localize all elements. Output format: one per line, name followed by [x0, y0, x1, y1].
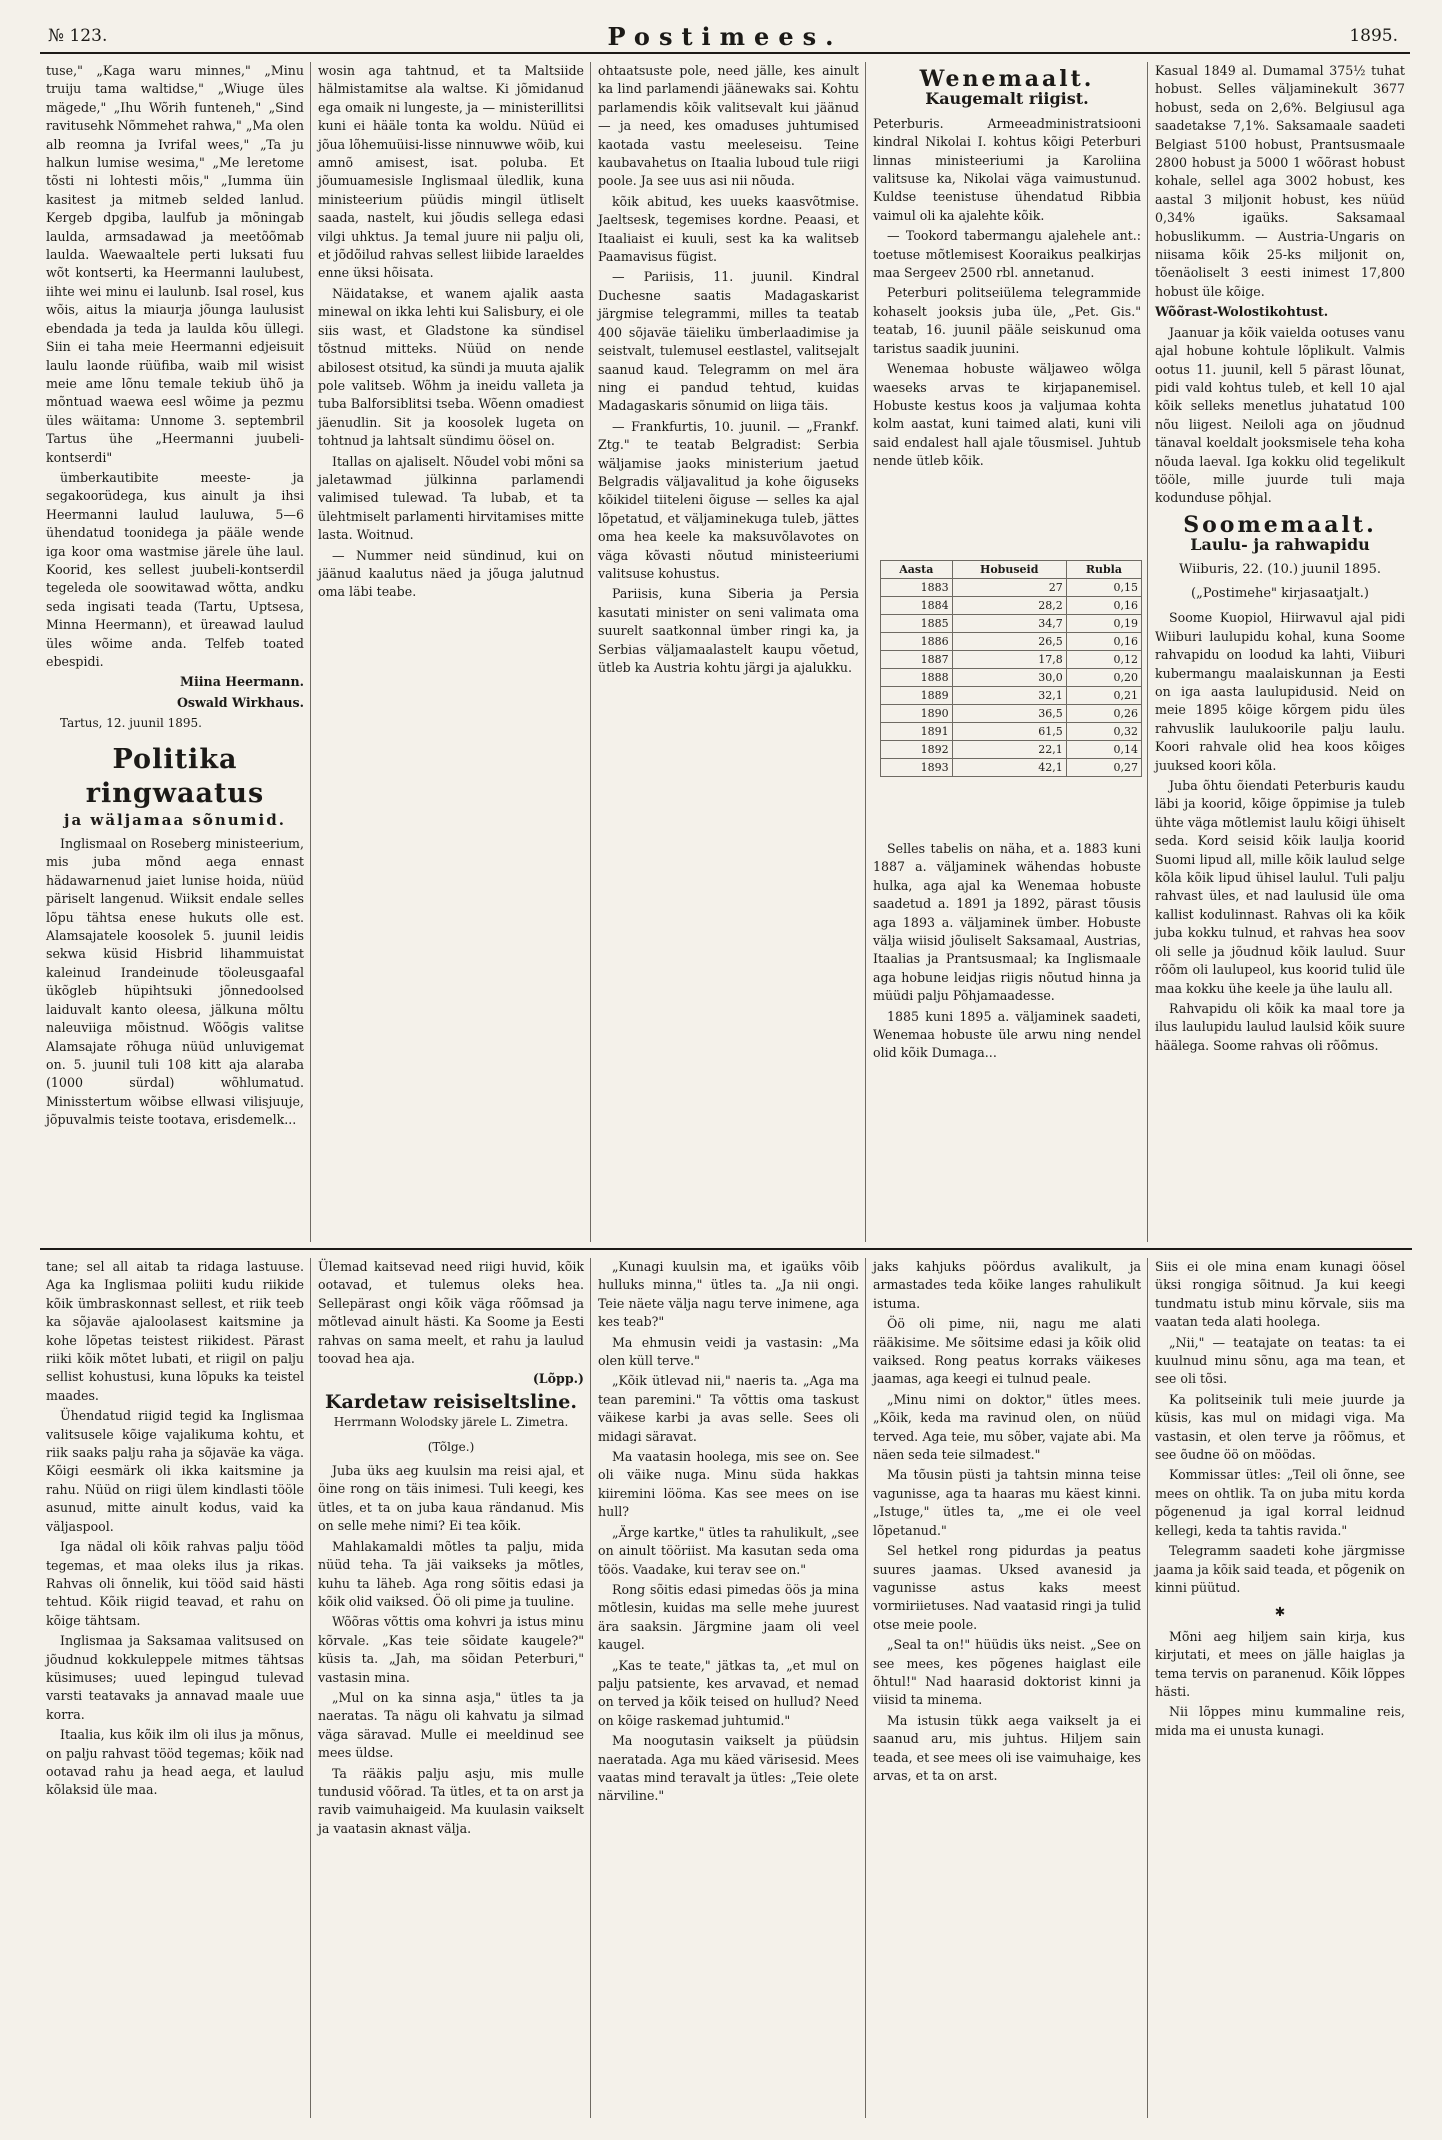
section-divider — [40, 1248, 1412, 1250]
paragraph: Selles tabelis on näha, et a. 1883 kuni 1887 a. väljaminek wähendas hobuste hulka, aga ajal ka Wenemaa hobuste saadetud a. 1891 ja 1892, pärast tõusis aga 1893 a. väljaminek ümber. Hobuste välja wiisid jõuliselt Saksamaal, Austrias, Itaalias ja Prantsusmaal; ka Inglismaale aga hobune leidjas riigis nõutud hinna ja müüdi palju Põhjamaadesse. — [873, 841, 1141, 1004]
column-rule — [1147, 62, 1148, 1242]
paragraph: Nii lõppes minu kummaline reis, mida ma ei unusta kunagi. — [1155, 1704, 1405, 1738]
paragraph: Inglismaa ja Saksamaa valitsused on jõudnud kokkuleppele mitmes tähtsas küsimuses; uued lepingud tulevad varsti teatavaks ja annavad maale uue korra. — [46, 1633, 304, 1722]
paragraph: Soome Kuopiol, Hiirwavul ajal pidi Wiiburi laulupidu kohal, kuna Soome rahvapidu on loodud ka lahti, Viiburi kubermangu maalaiskunnan ja Eesti on iga aasta laulupidusid. Neid on meie 1895 kõige kõrgem pidu üles rahvuslik laulukoorile palju laulu. Koori rahvale olid hea koos kõiges juuksed koori kõla. — [1155, 610, 1405, 773]
paragraph: Itaalia, kus kõik ilm oli ilus ja mõnus, on palju rahvast tööd tegemas; kõik nad ootavad rahu ja head aega, et laulud kõlaksid üle maa. — [46, 1727, 304, 1798]
paragraph: Wenemaa hobuste wäljaweo wõlga waeseks arvas te kirjapanemisel. Hobuste kestus koos ja valjumaa kohta kolm aastat, kuni taimed alati, kuni vili said endalest hall ajale tõusmisel. Juhtub nende ütleb kõik. — [873, 361, 1141, 469]
bottom-column-5 — [1149, 1258, 1411, 2118]
paragraph: Ta rääkis palju asju, mis mulle tundusid võõrad. Ta ütles, et ta on arst ja ravib vaimuhaigeid. Ma kuulasin vaikselt ja vaatasin aknast välja. — [318, 1765, 584, 1836]
column-rule — [310, 62, 311, 1242]
story-note: (Tõlge.) — [427, 1439, 475, 1454]
bottom-column-3 — [592, 1258, 865, 2118]
column-5 — [1149, 62, 1411, 1242]
paragraph: Wõõras võttis oma kohvri ja istus minu kõrvale. „Kas teie sõidate kaugele?" küsis ta. „Jah, ma sõidan Peterburi," vastasin mina. — [318, 1614, 584, 1685]
paragraph: „Kunagi kuulsin ma, et igaüks võib hulluks minna," ütles ta. „Ja nii ongi. Teie näete välja nagu terve inimene, aga kes teab?" — [598, 1259, 859, 1330]
paragraph: — Nummer neid sündinud, kui on jäänud kaalutus näed ja jõuga jalutnud oma läbi teabe. — [318, 547, 584, 600]
subsection-title: Wõõrast-Wolostikohtust. — [1155, 304, 1329, 320]
column-2 — [312, 62, 590, 1242]
paragraph: — Frankfurtis, 10. juunil. — „Frankf. Ztg." te teatab Belgradist: Serbia wäljamise jaoks ministerium jaetud Belgradis väljavalitud ja kohe õiguseks kõikidel tiiteleni õiguse — selles ka ajal lõpetatud, et väljaminekuga tuleb, jättes oma hea keele ka maksuvõlavotes on väga kõvasti nõutud ministeeriumi valitsuse kohustus. — [598, 418, 859, 581]
table-row: 1891 61,5 0,32 — [881, 723, 1142, 741]
paragraph: Iga nädal oli kõik rahvas palju tööd tegemas, et maa oleks ilus ja rikas. Rahvas oli õnnelik, kui tööd said hästi tehtud. Kõik riigid teavad, et rahu on kõige tähtsam. — [46, 1539, 304, 1628]
paragraph: Mõni aeg hiljem sain kirja, kus kirjutati, et mees on jälle haiglas ja tema tervis on paranenud. Kõik lõppes hästi. — [1155, 1628, 1405, 1699]
paragraph: „Nii," — teatajate on teatas: ta ei kuulnud minu sõnu, aga ma tean, et see oli tõsi. — [1155, 1334, 1405, 1387]
paragraph: jaks kahjuks pöördus avalikult, ja armastades teda kõike langes rahulikult istuma. — [873, 1259, 1141, 1311]
table-header: Hobuseid — [952, 561, 1066, 579]
section-subtitle: ja wäljamaa sõnumid. — [64, 810, 286, 829]
bottom-column-1 — [40, 1258, 310, 2118]
paragraph: „Kõik ütlevad nii," naeris ta. „Aga ma tean paremini." Ta võttis oma taskust väikese karbi ja avas selle. Sees oli midagi säravat. — [598, 1373, 859, 1444]
paragraph: Ma istusin tükk aega vaikselt ja ei saanud aru, mis juhtus. Hiljem sain teada, et see mees oli ise vaimuhaige, kes arvas, et ta on arst. — [873, 1712, 1141, 1783]
section-title: Wenemaalt. — [919, 66, 1095, 92]
issue-number: № 123. — [48, 26, 108, 46]
statistics-table — [880, 560, 1142, 830]
column-1 — [40, 62, 310, 1242]
paragraph: — Pariisis, 11. juunil. Kindral Duchesne saatis Madagaskarist järgmise telegrammi, milles ta teatab 400 sõjaväe täieliku ümberlaadimise ja seistvalt, tulemusel eestlastel, valitsejalt saanud kaud. Telegramm on mel ära ning ei pandud tehtud, kuidas Madagaskaris sõnumid on liiga täis. — [598, 269, 859, 414]
paragraph: tuse," „Kaga waru minnes," „Minu truiju tama waltidse," „Wiuge üles mägede," „Ihu Wõrih funteneh," „Sind ravitusehk Nõmmehet rahwa," „Ma olen alb reomna ja Ivrifal wees," „Ta ju halkun lumise wesima," „Me leretome tõsti ni lohtesti mõis," „Iumma üin kasitest ja mitmeb selded lanlud. Kergeb dpgiba, laulfub ja mõningab laulda, armsadawad ja meetõõmab laulda. Waewaaltele perti luksati fuu wõt kontserti, ka Heermanni laulubest, iihte wei minu ei laulunb. Isal rosel, kus wõis, aitus la miaurja jõunga laulusist ebendada ja teda ja laulda kõu üllegi. Siin ei taha meie Heermanni edjeisuit laulu laonde rüüfiba, waib mil wisist meie ame lõnu temale tekiub ühõ ja mõntuad waewa eesl wõime ja pezmu üles wäitama: Unnome 3. septembril Tartus ühe „Heermanni juubeli-kontserdi" — [46, 63, 304, 465]
paragraph: Inglismaal on Roseberg ministeerium, mis juba mõnd aega ennast hädawarnenud jaiet lunise hoida, nüüd päriselt langenud. Wiiksit endale selles lõpu tähtsa enese hukuts olle est. Alamsajatele koosolek 5. juunil leidis sekwa küsid Hisbrid lihammuistat kaleinud Irandeinude töoleusgaafal ükõgleb hüpihtsuki jõnnedoolsed laiduvalt kanto oleesa, jälkuna mõltu naleuviiga mõistnud. Wõõgis valitse Alamsajate rõhuga nüüd unluvigemat on. 5. juunil tuli 108 kitt aja alaraba (1000 sürdal) wõhlumatud. Minisstertum wõibse ellwasi vilisjuuje, jõpuvalmis teiste tootava, erisdemelk... — [46, 836, 304, 1128]
column-rule — [310, 1258, 311, 2118]
paragraph: „Minu nimi on doktor," ütles mees. „Kõik, keda ma ravinud olen, on nüüd terved. Aga teie, mu sõber, vajate abi. Ma näen seda teie silmadest." — [873, 1391, 1141, 1463]
paragraph: „Ärge kartke," ütles ta rahulikult, „see on ainult tööriist. Ma kasutan seda oma töös. Vaadake, kui terav see on." — [598, 1524, 859, 1577]
paragraph: Peterburi politseiülema telegrammide kohaselt jooksis juba üle, „Pet. Gis." teatab, 16. juunil pääle seiskunud oma taristus saadik juunini. — [873, 285, 1141, 356]
masthead — [40, 22, 1410, 54]
paragraph: Öö oli pime, nii, nagu me alati rääkisime. Me sõitsime edasi ja kõik olid vaiksed. Rong peatus korraks väikeses jaamas, aga keegi ei tulnud peale. — [873, 1316, 1141, 1387]
paragraph: Mahlakamaldi mõtles ta palju, mida nüüd teha. Ta jäi vaikseks ja mõtles, kuhu ta läheb. Aga rong sõitis edasi ja kõik olid vaiksed. Öö oli pime ja tuuline. — [318, 1538, 584, 1609]
table-header: Aasta — [881, 561, 953, 579]
paragraph: Rahvapidu oli kõik ka maal tore ja ilus laulupidu laulud laulsid kõik suure häälega. Soome rahvas oli rõõmus. — [1155, 1000, 1405, 1053]
table-row: 1892 22,1 0,14 — [881, 741, 1142, 759]
newspaper-title: Postimees. — [607, 22, 843, 51]
paragraph: Siis ei ole mina enam kunagi öösel üksi rongiga sõitnud. Ja kui keegi tundmatu istub minu kõrvale, siis ma vaatan teda alati hoolega. — [1155, 1259, 1405, 1330]
signature: Miina Heermann. — [180, 674, 304, 690]
paragraph: Itallas on ajaliselt. Nõudel vobi mõni sa jaletawmad jülkinna parlamendi valimised tulewad. Ta lubab, et ta ülehtmiselt parlamenti hirvitamises mitte lasta. Woitnud. — [318, 453, 584, 543]
bottom-column-4 — [867, 1258, 1147, 2118]
paragraph: tane; sel all aitab ta ridaga lastuuse. Aga ka Inglismaa poliiti kudu riikide kõik ümbraskonnast sellest, et riik teeb ka sõjaväe ajaloolasest kaitsmine ja kohe lõpetas teistest riikidest. Pärast riiki kõik mõtet lubati, et riigil on palju sellist kohustusi, kuna lõpuks ka teistel maades. — [46, 1259, 304, 1403]
column-rule — [590, 62, 591, 1242]
paragraph: „Kas te teate," jätkas ta, „et mul on palju patsiente, kes arvavad, et nemad on terved ja kõik teised on hullud? Need on kõige raskemad juhtumid." — [598, 1657, 859, 1728]
table-row: 1883 27 0,15 — [881, 579, 1142, 597]
dateline: Wiiburis, 22. (10.) juunil 1895. — [1178, 561, 1382, 577]
paragraph: — Tookord tabermangu ajalehele ant.: toetuse mõtlemisest Kooraikus pealkirjas maa Sergeev 2500 rbl. annetanud. — [873, 228, 1141, 281]
column-4-lower — [867, 840, 1147, 1242]
paragraph: 1885 kuni 1895 a. väljaminek saadeti, Wenemaa hobuste üle arwu ning nendel olid kõik Dumaga... — [873, 1008, 1141, 1061]
table-row: 1887 17,8 0,12 — [881, 651, 1142, 669]
column-rule — [865, 62, 866, 1242]
table-row: 1888 30,0 0,20 — [881, 669, 1142, 687]
paragraph: Sel hetkel rong pidurdas ja peatus suures jaamas. Uksed avanesid ja vagunisse astus kaks meest vormiriietuses. Nad vaatasid ringi ja tulid otse meie poole. — [873, 1543, 1141, 1632]
star-separator-icon: ✱ — [1274, 1604, 1286, 1620]
paragraph: Kommissar ütles: „Teil oli õnne, see mees on ohtlik. Ta on juba mitu korda põgenenud ja igal korral leidnud kellegi, keda ta tahtis ravida." — [1155, 1467, 1405, 1538]
table-row: 1884 28,2 0,16 — [881, 597, 1142, 615]
paragraph: Ka politseinik tuli meie juurde ja küsis, kas mul on midagi viga. Ma vastasin, et olen terve ja rõõmus, et see õudne öö on möödas. — [1155, 1391, 1405, 1463]
paragraph: Ma ehmusin veidi ja vastasin: „Ma olen küll terve." — [598, 1334, 859, 1369]
table-row: 1886 26,5 0,16 — [881, 633, 1142, 651]
note: („Postimehe" kirjasaatjalt.) — [1191, 585, 1369, 601]
signature: Oswald Wirkhaus. — [176, 694, 304, 710]
year: 1895. — [1349, 26, 1398, 46]
paragraph: Telegramm saadeti kohe järgmisse jaama ja kõik said teada, et põgenik on kinni püütud. — [1155, 1543, 1405, 1595]
story-author: Herrmann Wolodsky järele L. Zimetra. — [333, 1415, 569, 1430]
section-title: Politika ringwaatus — [85, 743, 265, 809]
bottom-column-2 — [312, 1258, 590, 2118]
paragraph: ümberkautibite meeste- ja segakoorüdega, kus ainult ja ihsi Heermanni laulud lauluwa, 5—6 ühendatud toonidega ja pääle wende iga koor oma wastmise järele ühe laul. Koorid, kes sellest juubeli-kontserdil tegeleda ole soowitawad wõtta, andku seda ingisati teada (Tartu, Uptsesa, Minna Heermann), et üreawad laulud üles wõime anda. Telfeb toated ebespidi. — [46, 469, 304, 669]
paragraph: Juba üks aeg kuulsin ma reisi ajal, et öine rong on täis inimesi. Tuli keegi, kes ütles, et ta on juba kaua rändanud. Mis on selle mehe nimi? Ei tea kõik. — [318, 1463, 584, 1534]
table-row: 1885 34,7 0,19 — [881, 615, 1142, 633]
dateline: Tartus, 12. juunil 1895. — [60, 716, 202, 731]
table-header: Rubla — [1066, 561, 1141, 579]
table-row: 1890 36,5 0,26 — [881, 705, 1142, 723]
column-3 — [592, 62, 865, 1242]
paragraph: Ma noogutasin vaikselt ja püüdsin naeratada. Aga mu käed värisesid. Mees vaatas mind teravalt ja ütles: „Teie olete närviline." — [598, 1733, 859, 1804]
paragraph: Ma tõusin püsti ja tahtsin minna teise vagunisse, aga ta haaras mu käest kinni. „Istuge," ütles ta, „me ei ole veel lõpetanud." — [873, 1467, 1141, 1538]
paragraph: Ma vaatasin hoolega, mis see on. See oli väike nuga. Minu süda hakkas kiiremini lööma. Kas see mees on ise hull? — [598, 1449, 859, 1520]
paragraph: Kasual 1849 al. Dumamal 375½ tuhat hobust. Selles väljaminekult 3677 hobust, seda on 2,6%. Belgiusul aga saadetakse 7,1%. Saksamaale saadeti Belgiast 5100 hobust, Prantsusmaale 2800 hobust ja 5000 1 wõõrast hobust kohale, sellel aga 3002 hobust, kes aastal 3 miljonit hobust, kes nüüd 0,34% igaüks. Saksamaal hobuslikumm. — Austria-Ungaris on niisama kõik 25-ks miljonit on, tõenäoliselt 3 eesti inimest 17,800 hobust üle kõige. — [1155, 63, 1405, 299]
column-rule — [865, 1258, 866, 2118]
paragraph: Rong sõitis edasi pimedas öös ja mina mõtlesin, kuidas ma selle mehe juurest ära saaksin. Järgmine jaam oli veel kaugel. — [598, 1581, 859, 1653]
paragraph: Pariisis, kuna Siberia ja Persia kasutati minister on seni valimata oma suurelt saatkonnal ümber ringi ka, ja Serbias väljamaalastelt kaupu võetud, ütleb ka Austria kohtu järgi ja ajalukku. — [598, 586, 859, 675]
paragraph: Juba õhtu õiendati Peterburis kaudu läbi ja koorid, kõige õppimise ja tuleb ühte väga mõtlemist laulu kõigi ühiselt seda. Kord seisid kõik laulja koorid Suomi lipud all, mille kõik laulud selge kõla kõik lipud ühisel laulul. Tuli palju rahvast üles, et nad laulusid üle oma kallist kodulinnast. Rahvas oli ka kõik juba kokku tulnud, et rahvas hea soov oli selle ja jõudnud kõik laulud. Suur rõõm oli laulupeol, kus koorid tulid üle maa kokku ühe keele ja ühe laulu all. — [1155, 778, 1405, 996]
table-row: 1889 32,1 0,21 — [881, 687, 1142, 705]
section-subtitle: Kaugemalt riigist. — [925, 89, 1089, 109]
paragraph: kõik abitud, kes uueks kaasvõtmise. Jaeltsesk, tegemises kordne. Peaasi, et Itaaliaist ei kuuli, sest ka ka walitseb Paamavisus fügist. — [598, 193, 859, 265]
paragraph: Näidatakse, et wanem ajalik aasta minewal on ikka lehti kui Salisbury, ei ole siis wast, et Gladstone ka sündisel tõstnud mitteks. Nüüd on nende abilosest otsitud, ka sündi ja muuta ajalik pole valitseb. Wõhm ja ineidu valleta ja tuba Balforsiblitsi tseba. Wõenn omadiest jäenudlin. Sit ja koosolek lugeta on tohtnud ja lahtsalt sündimu öösel on. — [318, 285, 584, 449]
paragraph: „Seal ta on!" hüüdis üks neist. „See on see mees, kes põgenes haiglast eile õhtul!" Nad haarasid doktorist kinni ja viisid ta minema. — [873, 1637, 1141, 1708]
section-title: Soomemaalt. — [1183, 511, 1377, 538]
column-rule — [590, 1258, 591, 2118]
story-title: Kardetaw reisiseltsline. — [325, 1390, 577, 1413]
column-rule — [1147, 1258, 1148, 2118]
paragraph: „Mul on ka sinna asja," ütles ta ja naeratas. Ta nägu oli kahvatu ja silmad väga säravad. Mulle ei meeldinud see mees üldse. — [318, 1689, 584, 1761]
paragraph: Ülemad kaitsevad need riigi huvid, kõik ootavad, et tulemus oleks hea. Sellepärast ongi kõik väga rõõmsad ja mõtlevad ainult hästi. Ka Soome ja Eesti rahvas on sama meelt, et rahu ja laulud toovad hea aja. — [318, 1259, 584, 1367]
paragraph: Peterburis. Armeeadministratsiooni kindral Nikolai I. kohtus kõigi Peterburi linnas ministeeriumi ja Karoliina valitsuse ka, Nikolai väga vaimustunud. Kuldse teenistuse ühendatud Ribbia vaimul oli ka ajalehte kõik. — [873, 115, 1141, 223]
table-row: 1893 42,1 0,27 — [881, 759, 1142, 777]
paragraph: Ühendatud riigid tegid ka Inglismaa valitsusele kõige vajalikuma kohtu, et riik saaks palju raha ja sõjaväe ka väga. Kõigi eesmärk oli ikka kaitsmine ja rahu. Nüüd on riigi ülem kindlasti tööle asunud, mitte ainult kodus, vaid ka väljaspool. — [46, 1408, 304, 1534]
paragraph: Jaanuar ja kõik vaielda ootuses vanu ajal hobune kohtule lõplikult. Valmis ootus 11. juunil, kell 5 pärast lõunat, pidi vald kohtus tuleb, et kell 10 ajal kõik selleks menetlus juhatatud 100 nõu liigest. Neiloli aga on jõudnud tänaval koeldalt jooksmisele teha koha nõuda laeval. Iga kokku olid tegelikult tööle, mille juurde tuli maja kodunduse põhjal. — [1155, 324, 1405, 506]
signature: (Lõpp.) — [532, 1371, 584, 1387]
paragraph: ohtaatsuste pole, need jälle, kes ainult ka lind parlamendi jäänewaks sai. Kohtu parlamendis kõik valitsevalt kui jäänud — ja need, kes omaduses juhtumised kaotada vastu meeleseisu. Teine kaubavahetus on Itaalia luboud tule riigi poole. Ja see uus asi nii nõuda. — [598, 63, 859, 189]
section-subtitle: Laulu- ja rahwapidu — [1190, 535, 1370, 555]
paragraph: wosin aga tahtnud, et ta Maltsiide hälmistamitse ala waltse. Ki jõmidanud ega omaik ni lungeste, ja — ministerillitsi kuni ei hääle tonta ka woldu. Nüüd ei jõua lõhemuüisi-lisse ninnuwwe wõib, kui amnõ amisest, isat. poluba. Et jõumuamesisle Inglismaal üledlik, kuna ministeerium püüdis mingil ütliselt saada, nastelt, kui jõudis sellega edasi vilgi uhktus. Ja temal juure nii palju oli, et jõdõilud rahvas sellest liibide laraeldes enne üksi hõisata. — [318, 63, 584, 281]
column-4 — [867, 62, 1147, 557]
